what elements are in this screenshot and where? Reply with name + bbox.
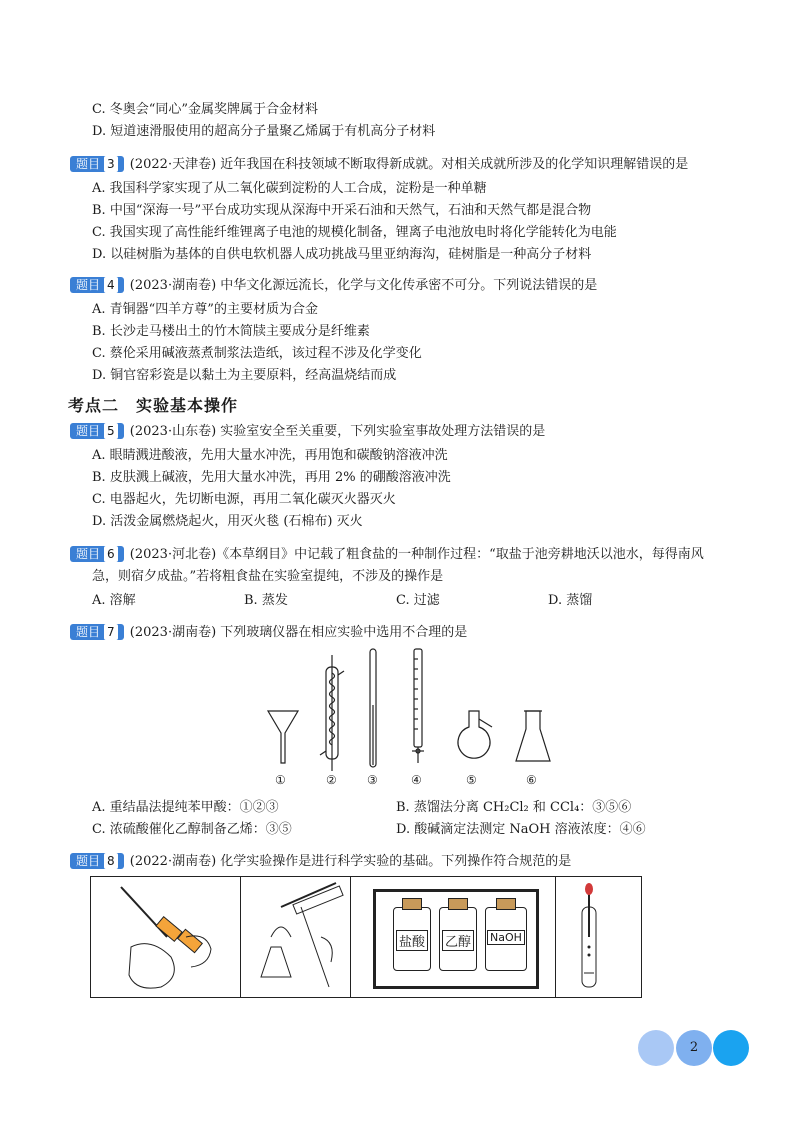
bottle-cap: [448, 898, 468, 910]
question-7-stem: 题目 7 (2023·湖南卷) 下列玻璃仪器在相应实验中选用不合理的是: [70, 624, 467, 642]
q3-option-c: C. 我国实现了高性能纤维锂离子电池的规模化制备，锂离子电池放电时将化学能转化为电能: [92, 225, 617, 240]
question-6-stem-cont: 急，则宿夕成盐。”若将粗食盐在实验室提纯，不涉及的操作是: [92, 569, 444, 584]
q6-option-c: C. 过滤: [396, 593, 440, 608]
glass-label-2: ②: [326, 773, 337, 787]
question-tag: 题目 8: [70, 853, 124, 869]
bottle-cap: [402, 898, 422, 910]
q7-option-b: B. 蒸馏法分离 CH₂Cl₂ 和 CCl₄：③⑤⑥: [396, 800, 632, 815]
dropper-test-tube-icon: [556, 877, 641, 997]
bottle-1: [393, 907, 431, 971]
bottle-cap: [496, 898, 516, 910]
bottle-label: NaOH: [487, 930, 525, 945]
question-tag: 题目 3: [70, 156, 124, 172]
bottle-label: 盐酸: [396, 930, 428, 951]
question-6-stem: 题目 6 (2023·河北卷)《本草纲目》中记载了粗食盐的一种制作过程：“取盐于池旁耕地沃以池水，每得南风: [70, 546, 704, 564]
panel-c: [350, 876, 556, 998]
glass-label-4: ④: [411, 773, 422, 787]
q6-option-d: D. 蒸馏: [548, 593, 593, 608]
question-tag: 题目 6: [70, 546, 124, 562]
bottle-3: [485, 907, 527, 971]
question-5-stem: 题目 5 (2023·山东卷) 实验室安全至关重要，下列实验室事故处理方法错误的是: [70, 423, 545, 441]
question-tag: 题目 7: [70, 624, 124, 640]
q3-option-b: B. 中国“深海一号”平台成功实现从深海中开采石油和天然气，石油和天然气都是混合物: [92, 203, 592, 218]
hands-tube-icon: [91, 877, 241, 997]
bottle-2: [439, 907, 477, 971]
glass-label-1: ①: [275, 773, 286, 787]
conical-flask-icon: [516, 711, 550, 761]
glassware-figure: [260, 645, 560, 795]
question-4-stem: 题目 4 (2023·湖南卷) 中华文化源远流长，化学与文化传承密不可分。下列说法错误的是: [70, 277, 597, 295]
question-tag: 题目 5: [70, 423, 124, 439]
q4-option-b: B. 长沙走马楼出土的竹木简牍主要成分是纤维素: [92, 324, 370, 339]
q3-option-a: A. 我国科学家实现了从二氧化碳到淀粉的人工合成，淀粉是一种单糖: [92, 181, 487, 196]
distilling-flask-icon: [458, 711, 492, 758]
q3-option-d: D. 以硅树脂为基体的自供电软机器人成功挑战马里亚纳海沟，硅树脂是一种高分子材料: [92, 247, 592, 262]
page-bubble-1: [638, 1030, 674, 1066]
q4-option-d: D. 铜官窑彩瓷是以黏土为主要原料，经高温烧结而成: [92, 368, 397, 383]
q4-option-a: A. 青铜器“四羊方尊”的主要材质为合金: [92, 302, 318, 317]
option-c: C. 冬奥会“同心”金属奖牌属于合金材料: [92, 102, 319, 117]
page-number: 2: [676, 1030, 712, 1066]
page-bubble-3: [713, 1030, 749, 1066]
bottle-label: 乙醇: [442, 930, 474, 951]
q5-option-c: C. 电器起火，先切断电源，再用二氧化碳灭火器灭火: [92, 492, 396, 507]
glass-label-3: ③: [367, 773, 378, 787]
q4-option-c: C. 蔡伦采用碱液蒸煮制浆法造纸，该过程不涉及化学变化: [92, 346, 422, 361]
q6-option-a: A. 溶解: [92, 593, 136, 608]
q7-option-c: C. 浓硫酸催化乙醇制备乙烯：③⑤: [92, 822, 292, 837]
glass-label-5: ⑤: [466, 773, 477, 787]
panel-d: [555, 876, 642, 998]
q5-option-b: B. 皮肤溅上碱液，先用大量水冲洗，再用 2% 的硼酸溶液冲洗: [92, 470, 451, 485]
condenser-icon: [320, 655, 344, 771]
section-title: 考点二 实验基本操作: [68, 396, 239, 415]
question-3-stem: 题目 3 (2022·天津卷) 近年我国在科技领域不断取得新成就。对相关成就所涉及的化学知识理解错误的是: [70, 156, 688, 174]
burette-icon: [412, 649, 424, 763]
q7-option-d: D. 酸碱滴定法测定 NaOH 溶液浓度：④⑥: [396, 822, 646, 837]
q5-option-d: D. 活泼金属燃烧起火，用灭火毯 (石棉布) 灭火: [92, 514, 363, 529]
q5-option-a: A. 眼睛溅进酸液，先用大量水冲洗，再用饱和碳酸钠溶液冲洗: [92, 448, 448, 463]
glass-label-6: ⑥: [526, 773, 537, 787]
funnel-icon: [268, 711, 298, 763]
panel-a: [90, 876, 241, 998]
thermometer-icon: [370, 649, 376, 767]
q7-option-a: A. 重结晶法提纯苯甲酸：①②③: [92, 800, 279, 815]
panel-b: [240, 876, 351, 998]
q6-option-b: B. 蒸发: [244, 593, 288, 608]
question-8-stem: 题目 8 (2022·湖南卷) 化学实验操作是进行科学实验的基础。下列操作符合规范的是: [70, 853, 571, 871]
option-d: D. 短道速滑服使用的超高分子量聚乙烯属于有机高分子材料: [92, 124, 436, 139]
question-tag: 题目 4: [70, 277, 124, 293]
heating-apparatus-icon: [241, 877, 351, 997]
